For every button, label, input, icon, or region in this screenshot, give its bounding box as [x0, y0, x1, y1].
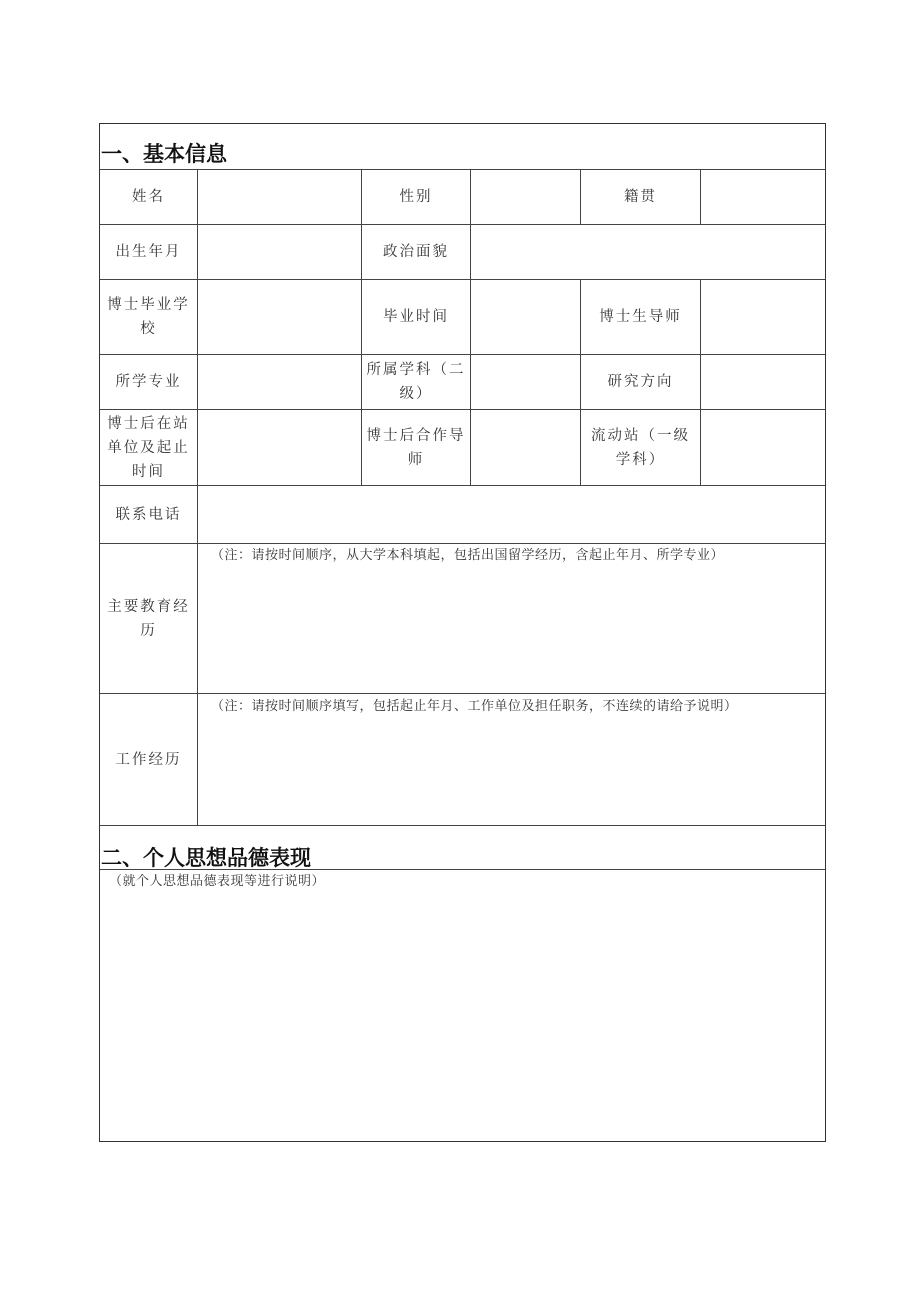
label-work: 工作经历 [115, 751, 182, 768]
label-phd-supervisor: 博士生导师 [599, 309, 682, 325]
input-graduation-time[interactable] [471, 280, 580, 354]
label-name: 姓名 [132, 189, 165, 205]
note-moral-conduct: （就个人思想品德表现等进行说明） [109, 874, 326, 889]
input-postdoc-co-supervisor[interactable] [471, 410, 580, 485]
input-phd-supervisor[interactable] [701, 280, 825, 354]
input-postdoc-unit-period[interactable] [198, 410, 361, 485]
label-political-status: 政治面貌 [383, 244, 449, 260]
input-discipline-level2[interactable] [471, 355, 580, 409]
section-title-moral-conduct: 二、个人思想品德表现 [101, 846, 311, 870]
label-research-direction: 研究方向 [607, 374, 674, 390]
input-phone[interactable] [198, 486, 825, 543]
input-birth[interactable] [198, 225, 361, 279]
input-name[interactable] [198, 170, 361, 224]
application-form [99, 123, 826, 1142]
input-major[interactable] [198, 355, 361, 409]
input-phd-school[interactable] [198, 280, 361, 354]
label-postdoc-co-supervisor: 博士后合作导师 [366, 427, 466, 468]
label-phd-school: 博士毕业学校 [107, 297, 190, 337]
input-native-place[interactable] [701, 170, 825, 224]
label-postdoc-unit-period: 博士后在站单位及起止时间 [107, 415, 190, 480]
input-political-status[interactable] [471, 225, 825, 279]
label-birth: 出生年月 [115, 244, 182, 260]
row-divider [100, 825, 825, 826]
textarea-moral-conduct[interactable] [100, 890, 825, 1140]
input-gender[interactable] [471, 170, 580, 224]
input-station-level1[interactable] [701, 410, 825, 485]
label-education: 主要教育经历 [107, 598, 190, 639]
label-native-place: 籍贯 [624, 189, 657, 205]
note-education: （注：请按时间顺序，从大学本科填起，包括出国留学经历，含起止年月、所学专业） [211, 548, 725, 563]
label-graduation-time: 毕业时间 [383, 309, 449, 325]
input-research-direction[interactable] [701, 355, 825, 409]
label-major: 所学专业 [115, 374, 182, 390]
section-title-basic-info: 一、基本信息 [101, 142, 227, 166]
label-gender: 性别 [399, 189, 433, 205]
label-discipline-level2: 所属学科（二级） [366, 362, 466, 402]
textarea-education[interactable] [198, 544, 825, 693]
label-phone: 联系电话 [115, 506, 182, 523]
note-work: （注：请按时间顺序填写，包括起止年月、工作单位及担任职务，不连续的请给予说明） [211, 699, 738, 714]
label-station-level1: 流动站（一级学科） [591, 427, 690, 468]
